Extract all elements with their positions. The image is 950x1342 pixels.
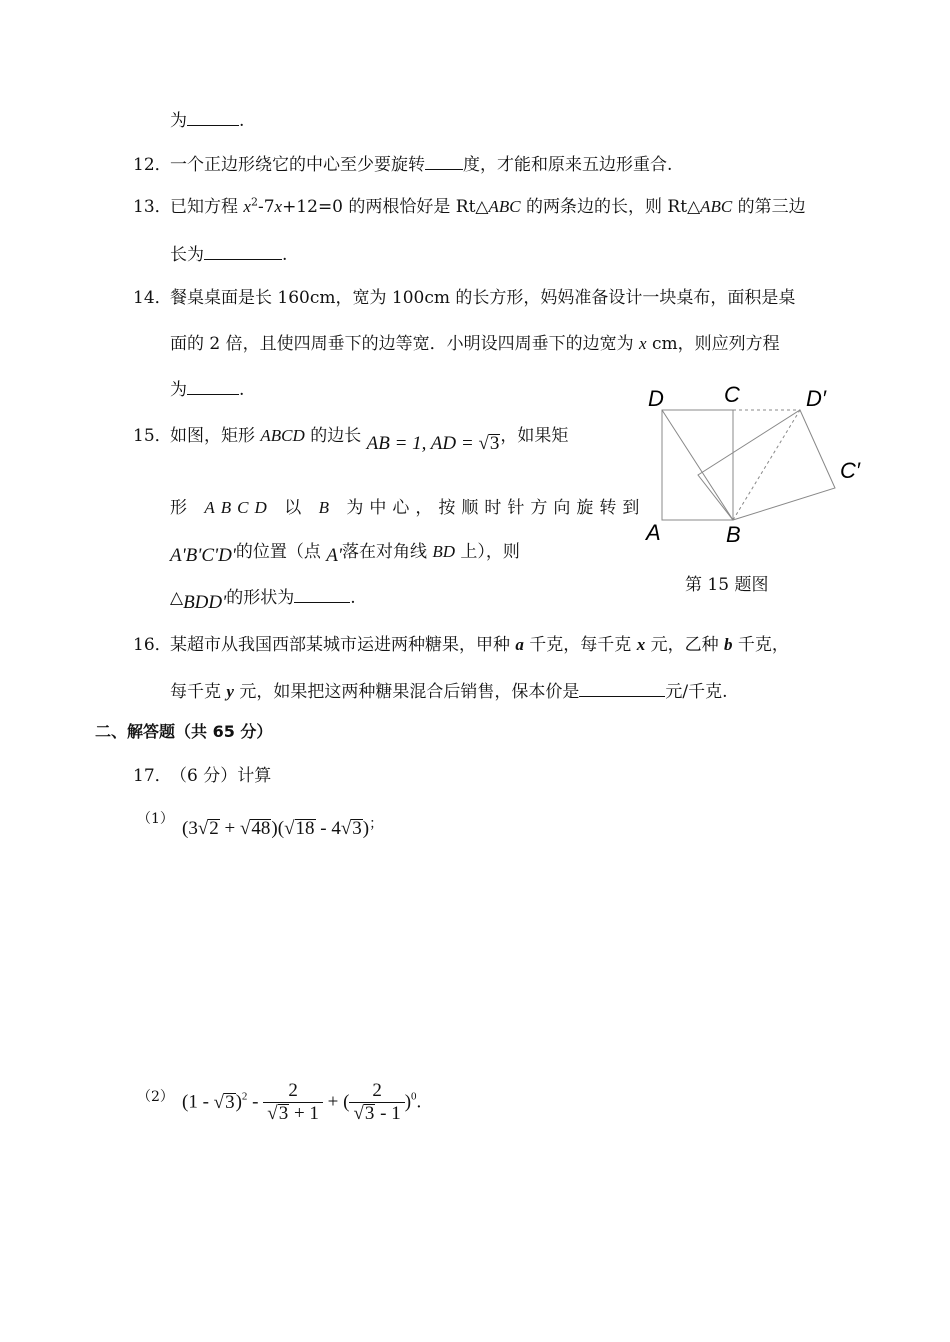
q16-l1-a: 某超市从我国西部某城市运进两种糖果，甲种 (170, 635, 516, 655)
q13-c: +12=0 的两根恰好是 Rt△ (282, 197, 489, 217)
q16-l1-c: 元，乙种 (645, 635, 725, 655)
p2-fraction-2 (349, 1080, 404, 1125)
p1-end: ； (369, 817, 384, 832)
q15-figure-caption: 第 15 题图 (685, 575, 769, 595)
q15-l4-a: 的形状为 (226, 588, 295, 608)
q15-period: . (350, 588, 356, 608)
q15-l1-c: ，如果矩 (500, 426, 569, 446)
q15-sqrt3-value: 3 (489, 433, 500, 454)
q15-line4 (170, 583, 356, 613)
q15-l1-b: 的边长 (304, 426, 367, 446)
p2-sup2: 0 (411, 1090, 417, 1103)
q14-number: 14． (133, 288, 172, 308)
q13-a: 已知方程 (170, 197, 244, 217)
section-2-title: 二、解答题（共 65 分） (95, 722, 273, 741)
q13-abc2: ABC (700, 197, 733, 216)
p2-a: (1 - (182, 1091, 214, 1113)
p1-c: )( (271, 818, 285, 839)
q12-text-b: 度，才能和原来五边形重合. (463, 155, 673, 175)
q16-l1-b: 千克，每千克 (523, 635, 637, 655)
q17-p1-expression: (3√2 + √48)(√18 - 4√3)； (182, 817, 384, 839)
q17-p2-expression (182, 1080, 421, 1125)
q15-number: 15． (133, 426, 172, 446)
q16-number: 16． (133, 635, 172, 655)
q15-l3-b: 落在对角线 (341, 542, 433, 562)
p1-s2: 48 (251, 818, 271, 839)
q15-l1-math: AB = 1, AD = (366, 433, 479, 454)
q15-l1-abcd: ABCD (260, 426, 305, 445)
q16-line1 (170, 630, 789, 655)
q13-abc: ABC (488, 197, 521, 216)
q17-p1-label: （1） (137, 811, 174, 827)
p2-b: ) (235, 1091, 242, 1113)
q15-sqrt3: √3 (478, 433, 500, 454)
q13-period: . (282, 245, 288, 265)
label-D-prime: D′ (806, 386, 827, 411)
q14-line3-text: 为 (170, 380, 187, 400)
q14-blank[interactable] (187, 380, 239, 395)
q14-line2 (170, 329, 780, 354)
q15-l1-a: 如图，矩形 (170, 426, 261, 446)
q13-blank[interactable] (204, 245, 282, 260)
p1-b: + (219, 818, 240, 839)
p1-s3: 18 (295, 818, 315, 839)
q14-line1: 餐桌桌面是长 160cm，宽为 100cm 的长方形，妈妈准备设计一块桌布，面积是桌 (170, 288, 796, 308)
q13-e: 的第三边 (732, 197, 806, 217)
q11-period: . (239, 111, 245, 131)
q16-y: y (226, 682, 234, 701)
q15-l2-c: 为中心，按顺时针方向旋转到 (335, 498, 646, 518)
rect-abcd-rotated (698, 410, 835, 520)
q16-l2-a: 每千克 (170, 682, 227, 702)
q15-l3-A: A' (326, 545, 342, 566)
q11-blank[interactable] (187, 111, 239, 126)
label-B: B (726, 522, 741, 547)
q15-line3 (170, 537, 520, 566)
q12-blank[interactable] (425, 155, 463, 170)
p1-a: (3 (182, 818, 198, 839)
q13-line2 (170, 240, 287, 265)
q15-l2-a: 形 (170, 498, 205, 518)
p2-f2-num: 2 (372, 1080, 382, 1101)
p2-f1-den-t: + 1 (289, 1103, 319, 1124)
p2-f2-den: √3 - 1 (349, 1102, 404, 1125)
q15-line2 (170, 493, 645, 518)
q16-b: b (724, 635, 733, 654)
q15-l4-math: BDD' (183, 592, 227, 613)
label-C-prime: C′ (840, 458, 861, 483)
q16-l2-b: 元，如果把这两种糖果混合后销售，保本价是 (233, 682, 580, 702)
q16-blank[interactable] (579, 682, 665, 697)
q14-x: x (639, 334, 647, 353)
q15-l3-math: A'B'C'D' (170, 545, 236, 566)
p1-d: - 4 (315, 818, 341, 839)
q13-line1 (170, 192, 806, 217)
q15-l2-B: B (318, 498, 335, 517)
q12-text (170, 150, 672, 175)
p1-e: ) (362, 818, 370, 839)
p2-fraction-1 (263, 1080, 323, 1125)
q14-line2-b: cm，则应列方程 (646, 334, 780, 354)
p2-end: . (416, 1091, 422, 1113)
label-D: D (648, 386, 664, 411)
p2-sup: 2 (241, 1090, 248, 1103)
p2-e: ) (404, 1091, 412, 1113)
p2-s1: 3 (225, 1091, 235, 1113)
p2-f2-den-s: 3 (364, 1103, 375, 1124)
q13-d: 的两条边的长，则 Rt△ (520, 197, 701, 217)
q13-number: 13． (133, 197, 172, 217)
q12-text-a: 一个正边形绕它的中心至少要旋转 (170, 155, 425, 175)
q15-l3-c: 上），则 (455, 542, 520, 562)
q15-triangle-symbol: △ (170, 588, 184, 608)
p2-f2-den-t: - 1 (375, 1103, 401, 1124)
q17-number: 17． (133, 766, 172, 786)
q15-l2-abcd: ABCD (204, 498, 273, 517)
q12-number: 12． (133, 155, 172, 175)
q13-line2-text: 长为 (170, 245, 204, 265)
label-C: C (724, 382, 740, 407)
p1-s1: 2 (209, 818, 219, 839)
q16-x: x (636, 635, 646, 654)
q15-l3-a: 的位置（点 (235, 542, 327, 562)
p2-c: - (247, 1091, 264, 1113)
p2-d: + ( (322, 1091, 350, 1113)
q13-x2: x (274, 197, 283, 216)
q17-title: （6 分）计算 (170, 766, 272, 786)
q13-sup: 2 (250, 195, 258, 209)
p2-f1-num: 2 (288, 1080, 298, 1101)
q16-l1-d: 千克， (732, 635, 789, 655)
q15-figure (630, 380, 880, 600)
p1-s4: 3 (352, 818, 362, 839)
q15-blank[interactable] (294, 588, 350, 603)
p2-f1-den: √3 + 1 (263, 1102, 323, 1125)
q14-period: . (239, 380, 245, 400)
q16-line2 (170, 677, 728, 702)
q14-line3 (170, 375, 244, 400)
q16-l2-c: 元/千克. (665, 682, 728, 702)
q13-b: -7 (257, 197, 275, 217)
q15-l2-b: 以 (272, 498, 319, 518)
label-A: A (646, 520, 661, 545)
q11-text: 为 (170, 111, 187, 131)
q11-answer-line (170, 106, 244, 131)
p2-sqrt1: √3 (213, 1091, 235, 1113)
q14-line2-a: 面的 2 倍，且使四周垂下的边等宽．小明设四周垂下的边宽为 (170, 334, 640, 354)
q15-line1 (170, 421, 569, 454)
q15-l3-bd: BD (432, 542, 456, 561)
p2-f1-den-s: 3 (278, 1103, 289, 1124)
dashed-bd (733, 410, 800, 520)
diagonal-bd (662, 410, 733, 520)
q17-p2-label: （2） (137, 1089, 174, 1105)
q13-x: x (243, 197, 251, 216)
q16-a: a (515, 635, 524, 654)
